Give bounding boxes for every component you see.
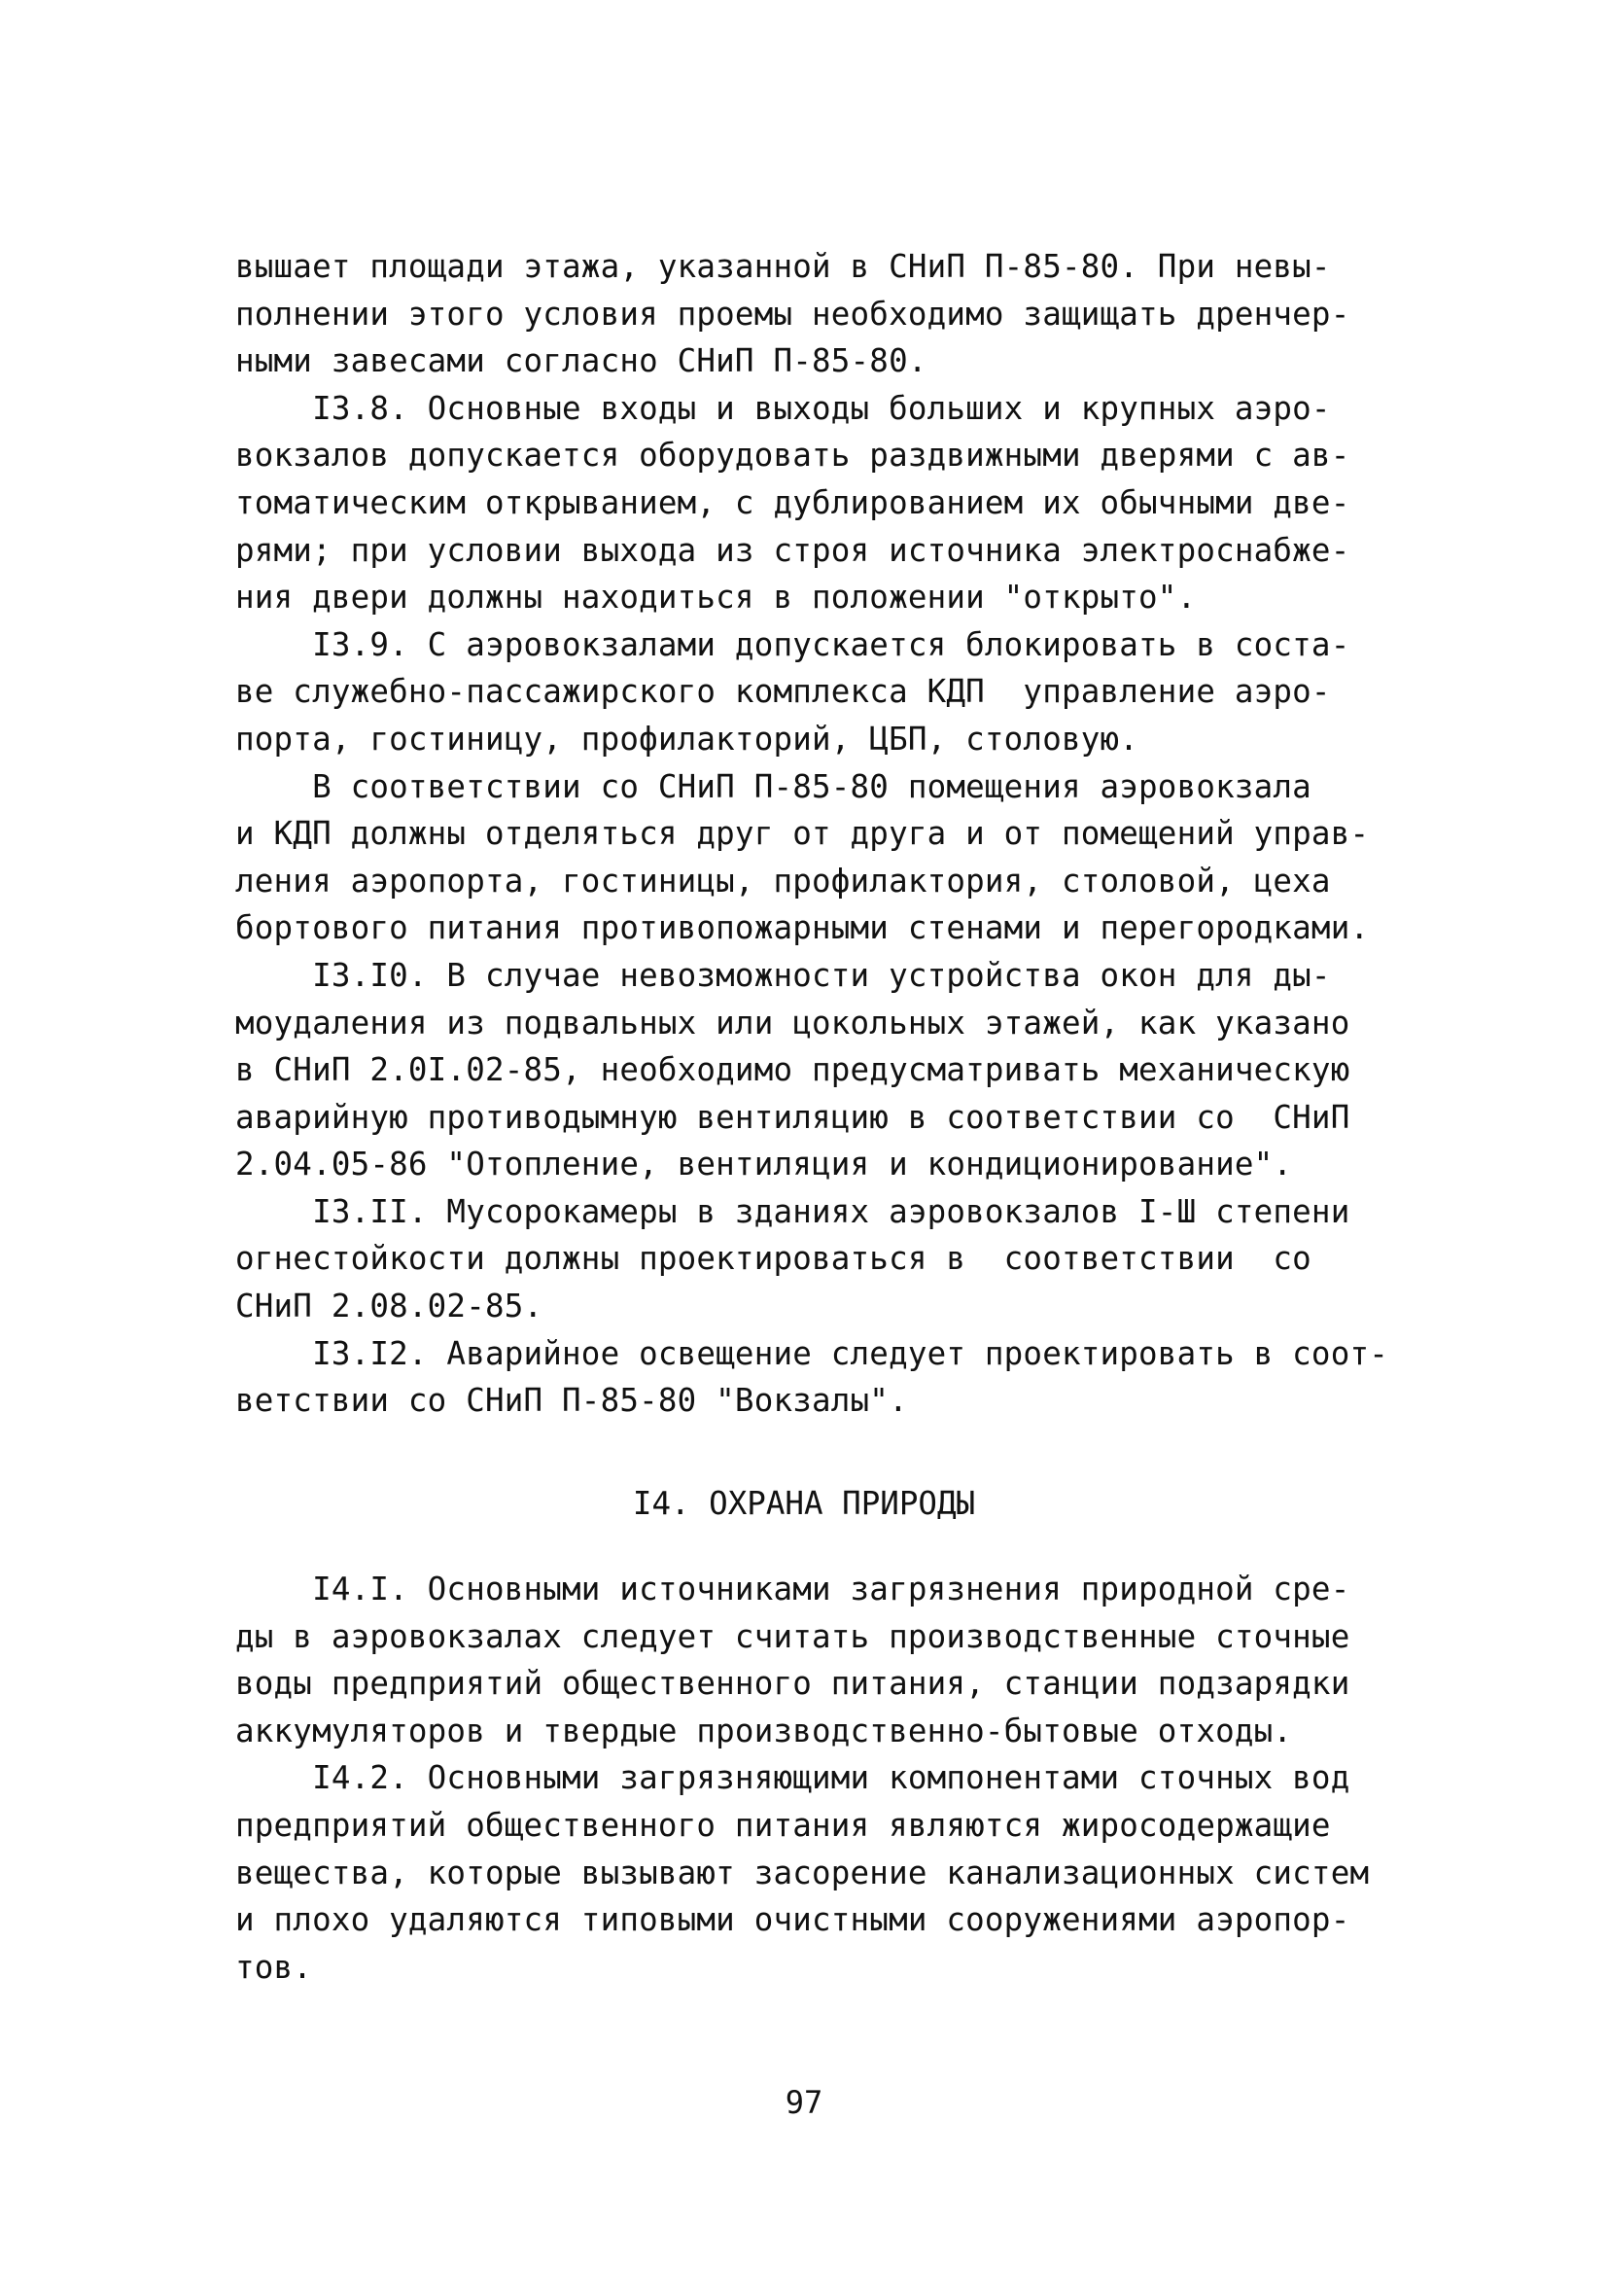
text-line: ния двери должны находиться в положении "открыто". xyxy=(235,579,1197,617)
text-line: и плохо удаляются типовыми очистными сооружениями аэропор- xyxy=(235,1901,1350,1939)
text-line: I4.2. Основными загрязняющими компонентами сточных вод xyxy=(235,1759,1350,1797)
text-line: рями; при условии выхода из строя источника электроснабже- xyxy=(235,531,1350,569)
text-line: ды в аэровокзалах следует считать производственные сточные xyxy=(235,1617,1350,1655)
text-line: томатическим открыванием, с дублированием их обычными две- xyxy=(235,483,1350,521)
text-line: I3.8. Основные входы и выходы больших и крупных аэро- xyxy=(235,389,1331,427)
text-line: ными завесами согласно СНиП П-85-80. xyxy=(235,342,927,380)
text-line: бортового питания противопожарными стенами и перегородками. xyxy=(235,909,1370,947)
text-line: I4.I. Основными источниками загрязнения природной сре- xyxy=(235,1571,1350,1607)
text-line: ления аэропорта, гостиницы, профилактория, столовой, цеха xyxy=(235,862,1331,900)
text-line: порта, гостиницу, профилакторий, ЦБП, столовую. xyxy=(235,720,1139,758)
text-line: воды предприятий общественного питания, станции подзарядки xyxy=(235,1665,1350,1703)
text-line: моудаления из подвальных или цокольных этажей, как указано xyxy=(235,1004,1350,1042)
text-line: 2.04.05-86 "Отопление, вентиляция и кондиционирование". xyxy=(235,1146,1293,1183)
text-line: тов. xyxy=(235,1948,313,1986)
text-line: и КДП должны отделяться друг от друга и от помещений управ- xyxy=(235,815,1370,853)
text-line: вещества, которые вызывают засорение канализационных систем xyxy=(235,1854,1370,1891)
section-heading: I4. ОХРАНА ПРИРОДЫ xyxy=(632,1485,976,1522)
text-line: вышает площади этажа, указанной в СНиП П-85-80. При невы- xyxy=(235,248,1331,285)
text-line: I3.II. Мусорокамеры в зданиях аэровокзалов I-Ш степени xyxy=(235,1192,1350,1230)
text-line: аварийную противодымную вентиляцию в соответствии со СНиП xyxy=(235,1098,1350,1136)
text-line: огнестойкости должны проектироваться в соответствии со xyxy=(235,1240,1311,1278)
text-line: В соответствии со СНиП П-85-80 помещения аэровокзала xyxy=(235,767,1311,805)
body-text-section-14 xyxy=(235,1566,1392,1991)
text-line: ветствии со СНиП П-85-80 "Вокзалы". xyxy=(235,1382,908,1420)
text-line: предприятий общественного питания являются жиросодержащие xyxy=(235,1806,1331,1844)
text-line: I3.9. С аэровокзалами допускается блокировать в соста- xyxy=(235,625,1350,663)
text-line: полнении этого условия проемы необходимо защищать дренчер- xyxy=(235,295,1350,333)
text-line: I3.I0. В случае невозможности устройства окон для ды- xyxy=(235,956,1331,994)
text-line: ве служебно-пассажирского комплекса КДП управление аэро- xyxy=(235,673,1331,711)
text-line: I3.I2. Аварийное освещение следует проектировать в соот- xyxy=(235,1334,1388,1372)
page-number: 97 xyxy=(785,2084,823,2121)
text-line: аккумуляторов и твердые производственно-бытовые отходы. xyxy=(235,1712,1293,1749)
text-line: СНиП 2.08.02-85. xyxy=(235,1288,543,1325)
body-text-section-13 xyxy=(235,243,1392,1425)
text-line: вокзалов допускается оборудовать раздвижными дверями с ав- xyxy=(235,437,1350,475)
text-line: в СНиП 2.0I.02-85, необходимо предусматривать механическую xyxy=(235,1051,1350,1089)
